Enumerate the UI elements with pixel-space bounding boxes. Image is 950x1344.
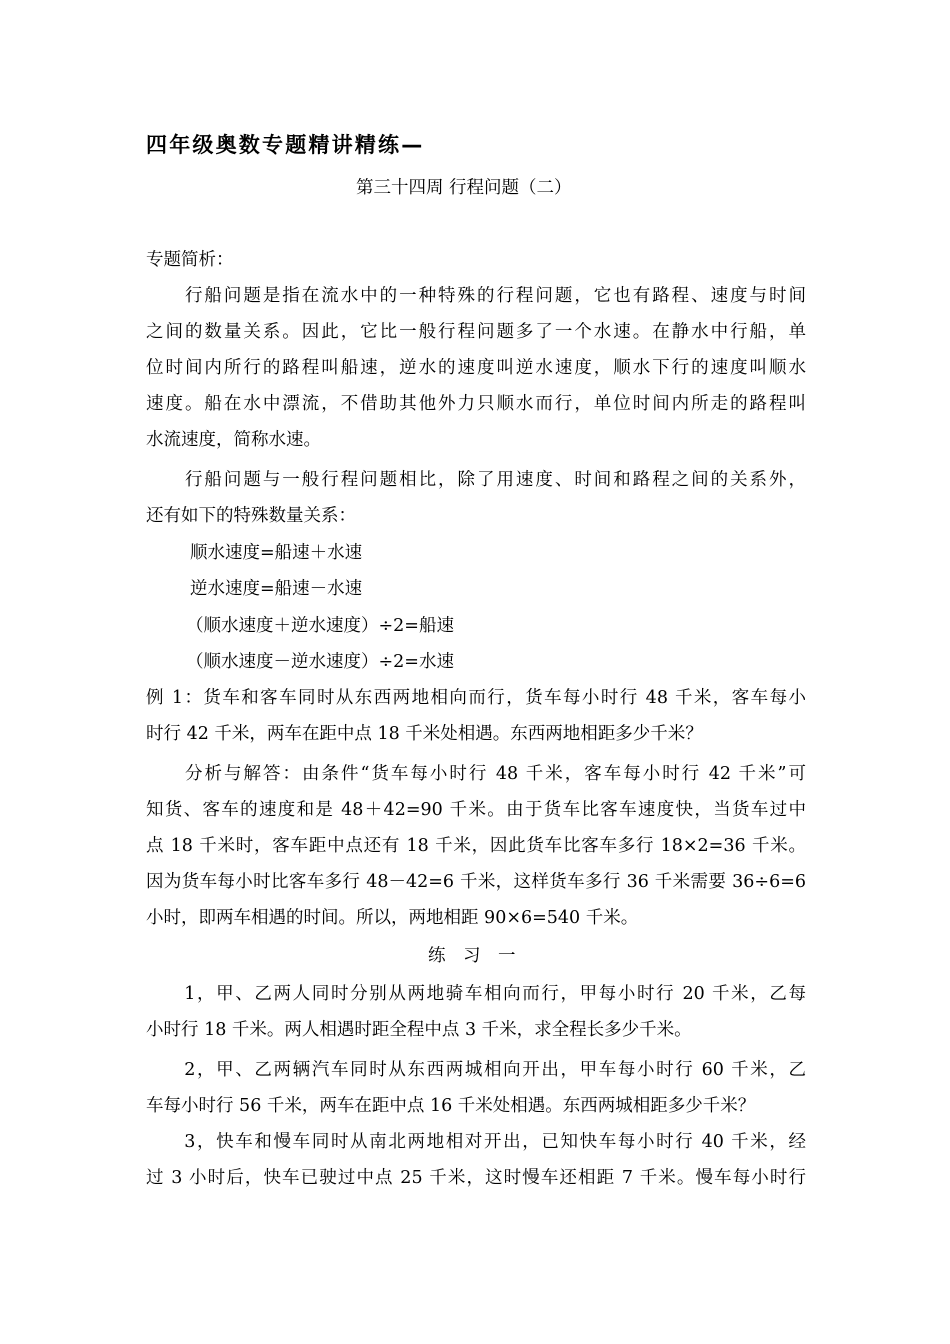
- section-label: 专题简析：: [146, 250, 234, 270]
- exercise-title: 练 习 一: [428, 946, 516, 966]
- exercise-3-line-1: 3，快车和慢车同时从南北两地相对开出，已知快车每小时行 40 千米，经: [146, 1132, 806, 1152]
- formula-4: （顺水速度－逆水速度）÷2=水速: [186, 652, 454, 672]
- example-question-line-2: 时行 42 千米，两车在距中点 18 千米处相遇。东西两地相距多少千米？: [146, 724, 703, 744]
- formula-3: （顺水速度＋逆水速度）÷2=船速: [186, 616, 454, 636]
- example-answer-line-2: 知货、客车的速度和是 48＋42=90 千米。由于货车比客车速度快，当货车过中: [146, 800, 806, 820]
- example-answer-line-4: 因为货车每小时比客车多行 48－42=6 千米，这样货车多行 36 千米需要 36÷6=6: [146, 872, 806, 892]
- formula-2: 逆水速度=船速－水速: [190, 579, 363, 599]
- formula-1: 顺水速度=船速＋水速: [190, 543, 363, 563]
- intro-p1-line-5: 水流速度，简称水速。: [146, 430, 321, 450]
- intro-p2-line-1: 行船问题与一般行程问题相比，除了用速度、时间和路程之间的关系外，: [146, 470, 806, 490]
- exercise-1-line-1: 1，甲、乙两人同时分别从两地骑车相向而行，甲每小时行 20 千米，乙每: [146, 984, 806, 1004]
- intro-p1-line-4: 速度。船在水中漂流，不借助其他外力只顺水而行，单位时间内所走的路程叫: [146, 394, 806, 414]
- document-subtitle: 第三十四周 行程问题（二）: [356, 178, 572, 198]
- intro-p2-line-2: 还有如下的特殊数量关系：: [146, 506, 356, 526]
- intro-p1-line-1: 行船问题是指在流水中的一种特殊的行程问题，它也有路程、速度与时间: [146, 286, 806, 306]
- exercise-2-line-1: 2，甲、乙两辆汽车同时从东西两城相向开出，甲车每小时行 60 千米，乙: [146, 1060, 806, 1080]
- intro-p1-line-2: 之间的数量关系。因此，它比一般行程问题多了一个水速。在静水中行船，单: [146, 322, 806, 342]
- exercise-1-line-2: 小时行 18 千米。两人相遇时距全程中点 3 千米，求全程长多少千米。: [146, 1020, 692, 1040]
- intro-p1-line-3: 位时间内所行的路程叫船速，逆水的速度叫逆水速度，顺水下行的速度叫顺水: [146, 358, 806, 378]
- document-title: 四年级奥数专题精讲精练—: [146, 133, 425, 157]
- example-answer-line-5: 小时，即两车相遇的时间。所以，两地相距 90×6=540 千米。: [146, 908, 639, 928]
- example-question-line-1: 例 1：货车和客车同时从东西两地相向而行，货车每小时行 48 千米，客车每小: [146, 688, 806, 708]
- example-answer-line-1: 分析与解答：由条件“货车每小时行 48 千米，客车每小时行 42 千米”可: [146, 764, 806, 784]
- example-answer-line-3: 点 18 千米时，客车距中点还有 18 千米，因此货车比客车多行 18×2=36 千米。: [146, 836, 806, 856]
- exercise-2-line-2: 车每小时行 56 千米，两车在距中点 16 千米处相遇。东西两城相距多少千米？: [146, 1096, 756, 1116]
- exercise-3-line-2: 过 3 小时后，快车已驶过中点 25 千米，这时慢车还相距 7 千米。慢车每小时行: [146, 1168, 806, 1188]
